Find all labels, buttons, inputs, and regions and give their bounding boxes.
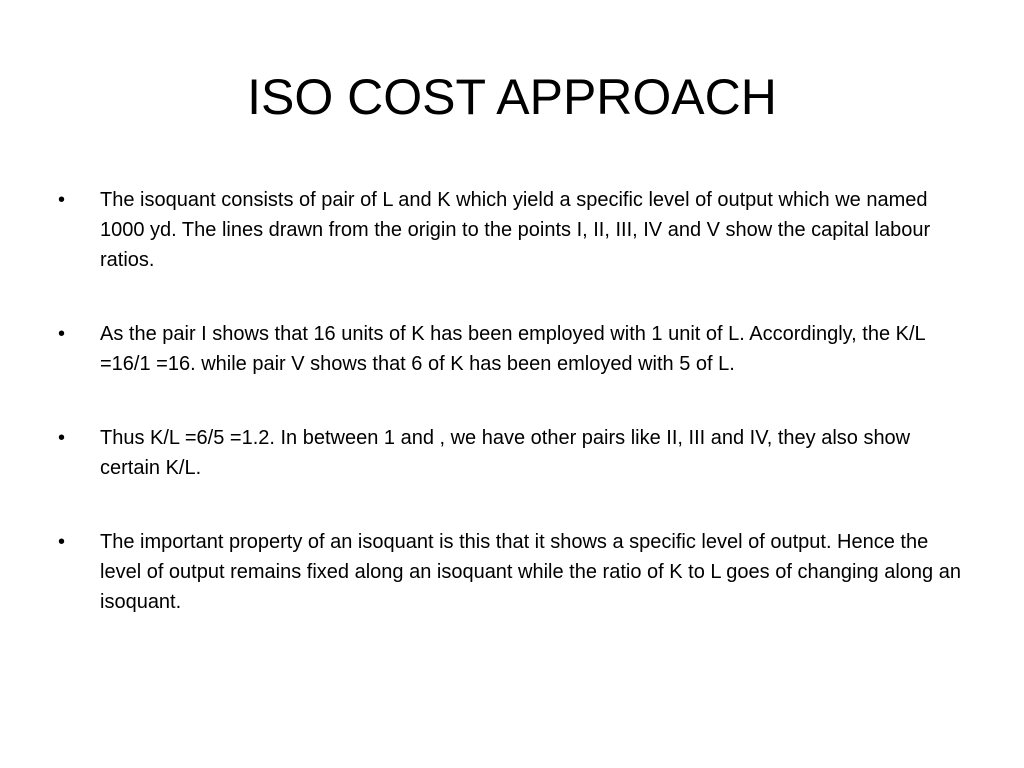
bullet-item-1 [56, 185, 966, 275]
bullet-dot-icon: • [58, 427, 66, 449]
bullet-list [56, 185, 966, 617]
bullet-text: Thus K/L =6/5 =1.2. In between 1 and , we have other pairs like II, III and IV, they also show certain K/L. [100, 427, 911, 479]
slide-title: ISO COST APPROACH [247, 69, 777, 125]
bullet-item-4 [56, 527, 966, 617]
bullet-dot-icon: • [58, 531, 66, 553]
bullet-item-2 [56, 319, 966, 379]
bullet-text: The important property of an isoquant is this that it shows a specific level of output. Hence the level of output remains fixed along an isoquant while the ratio of K to L goes of changing along an isoquant. [100, 531, 961, 613]
bullet-item-3 [56, 423, 966, 483]
bullet-text: The isoquant consists of pair of L and K which yield a specific level of output which we named 1000 yd. The lines drawn from the origin to the points I, II, III, IV and V show the capital labour ratios. [100, 189, 931, 271]
bullet-dot-icon: • [58, 189, 66, 211]
bullet-text: As the pair I shows that 16 units of K has been employed with 1 unit of L. Accordingly, the K/L =16/1 =16. while pair V shows that 6 of K has been emloyed with 5 of L. [100, 323, 925, 375]
bullet-dot-icon: • [58, 323, 66, 345]
